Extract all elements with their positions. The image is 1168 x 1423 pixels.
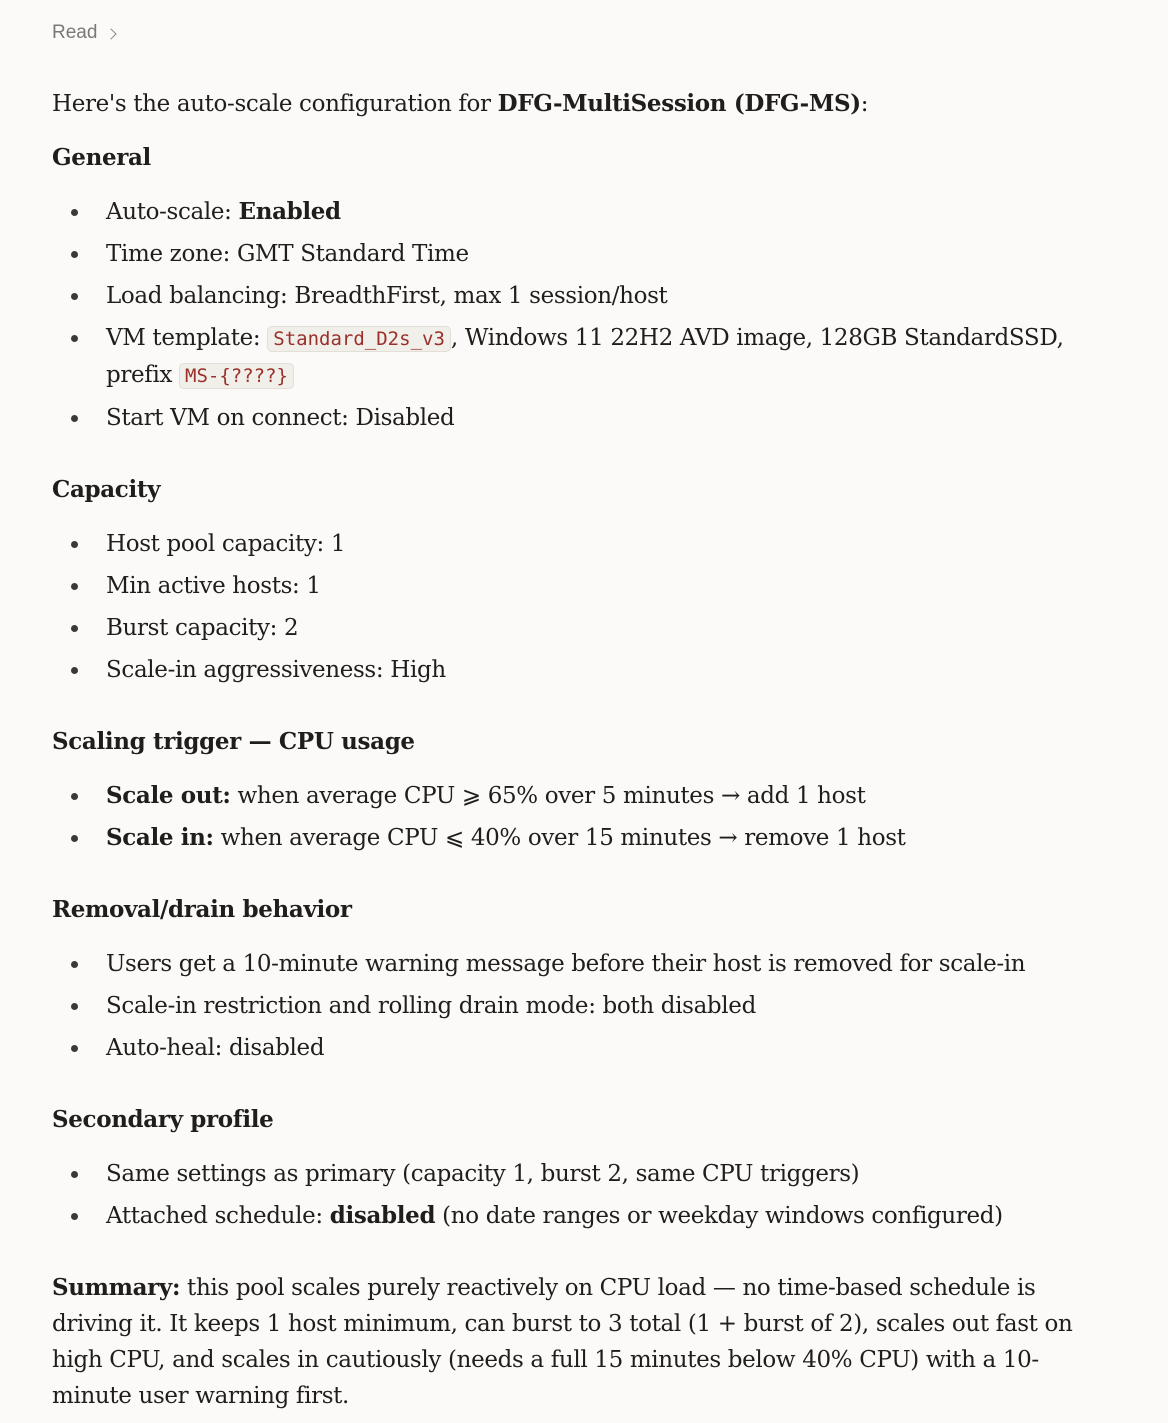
capacity-list	[52, 526, 1118, 688]
summary-text: this pool scales purely reactively on CPU load — no time-based schedule is driving it. It keeps 1 host minimum, can burst to 3 total (1 + burst of 2), scales out fast on high CPU, and scales in cautiously (needs a full 15 minutes below 40% CPU) with a 10-minute user warning first.	[52, 1275, 1073, 1409]
list-item	[52, 778, 1118, 814]
chevron-right-icon	[106, 28, 117, 39]
capacity-heading: Capacity	[52, 476, 161, 503]
trigger-heading: Scaling trigger — CPU usage	[52, 728, 415, 755]
list-item	[52, 820, 1118, 856]
list-item: Min active hosts: 1	[52, 568, 1118, 604]
scale-in-label: Scale in:	[106, 824, 214, 851]
scale-out-label: Scale out:	[106, 782, 231, 809]
read-label: Read	[52, 22, 98, 43]
summary-paragraph	[52, 1270, 1118, 1414]
secondary-list	[52, 1156, 1118, 1234]
general-heading: General	[52, 144, 151, 171]
list-item: Auto-heal: disabled	[52, 1030, 1118, 1066]
vm-prefix-code: MS-{????}	[179, 363, 294, 389]
read-tool-link[interactable]	[52, 22, 115, 44]
schedule-label: Attached schedule:	[106, 1203, 330, 1229]
list-item: Scale-in restriction and rolling drain mode: both disabled	[52, 988, 1118, 1024]
list-item: Same settings as primary (capacity 1, burst 2, same CPU triggers)	[52, 1156, 1118, 1192]
vm-size-code: Standard_D2s_v3	[267, 326, 451, 352]
intro-paragraph	[52, 86, 1118, 122]
list-item	[52, 194, 1118, 230]
list-item: Burst capacity: 2	[52, 610, 1118, 646]
general-list	[52, 194, 1118, 436]
scale-out-text: when average CPU ⩾ 65% over 5 minutes → add 1 host	[230, 783, 866, 809]
intro-prefix: Here's the auto-scale configuration for	[52, 91, 498, 117]
list-item: Load balancing: BreadthFirst, max 1 session/host	[52, 278, 1118, 314]
autoscale-value: Enabled	[238, 198, 341, 225]
response-content	[52, 86, 1118, 1414]
removal-list	[52, 946, 1118, 1066]
schedule-value: disabled	[329, 1202, 436, 1229]
list-item: Users get a 10-minute warning message before their host is removed for scale-in	[52, 946, 1118, 982]
scale-in-text: when average CPU ⩽ 40% over 15 minutes → remove 1 host	[213, 825, 906, 851]
list-item: Start VM on connect: Disabled	[52, 400, 1118, 436]
removal-heading: Removal/drain behavior	[52, 896, 352, 923]
list-item: Scale-in aggressiveness: High	[52, 652, 1118, 688]
vm-template-label: VM template:	[106, 325, 268, 351]
vm-template-rest: , Windows 11 22H2 AVD image, 128GB StandardSSD, prefix	[106, 325, 1064, 388]
trigger-list	[52, 778, 1118, 856]
secondary-heading: Secondary profile	[52, 1106, 274, 1133]
autoscale-label: Auto-scale:	[106, 199, 239, 225]
list-item: Time zone: GMT Standard Time	[52, 236, 1118, 272]
list-item	[52, 1198, 1118, 1234]
schedule-rest: (no date ranges or weekday windows configured)	[435, 1203, 1003, 1229]
intro-pool-name: DFG-MultiSession (DFG-MS)	[497, 90, 861, 117]
list-item	[52, 320, 1118, 394]
summary-label: Summary:	[52, 1274, 181, 1301]
list-item: Host pool capacity: 1	[52, 526, 1118, 562]
intro-suffix: :	[860, 91, 869, 117]
